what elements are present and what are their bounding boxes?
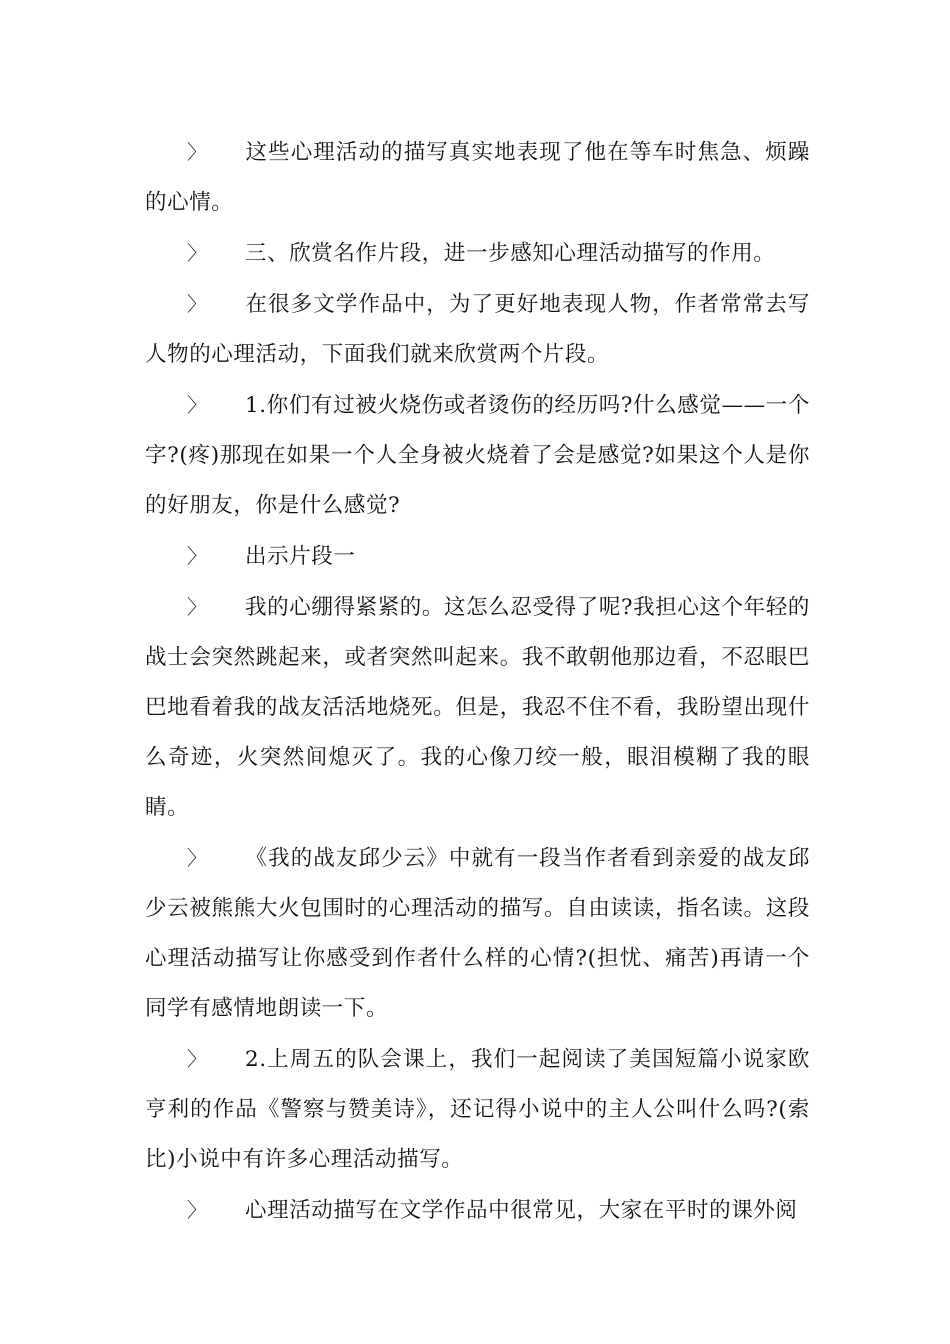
document-body — [145, 127, 810, 1236]
bullet-marker-icon: 〉 — [187, 140, 208, 164]
paragraph-text: 2.上周五的队会课上，我们一起阅读了美国短篇小说家欧亨利的作品《警察与赞美诗》，还记得小说中的主人公叫什么吗?(索比)小说中有许多心理活动描写。 — [145, 1047, 810, 1172]
paragraph-text: 《我的战友邱少云》中就有一段当作者看到亲爱的战友邱少云被熊熊大火包围时的心理活动的描写。自由读读，指名读。这段心理活动描写让你感受到作者什么样的心情?(担忧、痛苦)再请一个同学有感情地朗读一下。 — [145, 846, 810, 1021]
paragraph-text: 1.你们有过被火烧伤或者烫伤的经历吗?什么感觉——一个字?(疼)那现在如果一个人全身被火烧着了会是感觉?如果这个人是你的好朋友，你是什么感觉? — [145, 393, 810, 518]
paragraph-text: 在很多文学作品中，为了更好地表现人物，作者常常去写人物的心理活动，下面我们就来欣赏两个片段。 — [145, 292, 810, 367]
paragraph — [145, 127, 810, 228]
bullet-marker-icon: 〉 — [187, 595, 208, 619]
paragraph — [145, 531, 810, 582]
bullet-marker-icon: 〉 — [187, 846, 208, 870]
paragraph — [145, 279, 810, 380]
paragraph — [145, 582, 810, 833]
excerpt-label: 出示片段一 — [245, 544, 356, 569]
bullet-marker-icon: 〉 — [187, 292, 208, 316]
paragraph — [145, 380, 810, 531]
paragraph-text: 心理活动描写在文学作品中很常见，大家在平时的课外阅 — [245, 1198, 798, 1223]
bullet-marker-icon: 〉 — [187, 1047, 208, 1071]
section-heading: 三、欣赏名作片段，进一步感知心理活动描写的作用。 — [245, 241, 776, 266]
bullet-marker-icon: 〉 — [187, 1198, 208, 1222]
paragraph — [145, 228, 810, 279]
paragraph — [145, 1034, 810, 1185]
bullet-marker-icon: 〉 — [187, 393, 208, 417]
bullet-marker-icon: 〉 — [187, 241, 208, 265]
bullet-marker-icon: 〉 — [187, 544, 208, 568]
excerpt-text: 我的心绷得紧紧的。这怎么忍受得了呢?我担心这个年轻的战士会突然跳起来，或者突然叫起来。我不敢朝他那边看，不忍眼巴巴地看着我的战友活活地烧死。但是，我忍不住不看，我盼望出现什么奇迹，火突然间熄灭了。我的心像刀绞一般，眼泪模糊了我的眼睛。 — [145, 595, 810, 820]
paragraph — [145, 833, 810, 1034]
paragraph — [145, 1185, 810, 1236]
paragraph-text: 这些心理活动的描写真实地表现了他在等车时焦急、烦躁的心情。 — [145, 140, 810, 215]
